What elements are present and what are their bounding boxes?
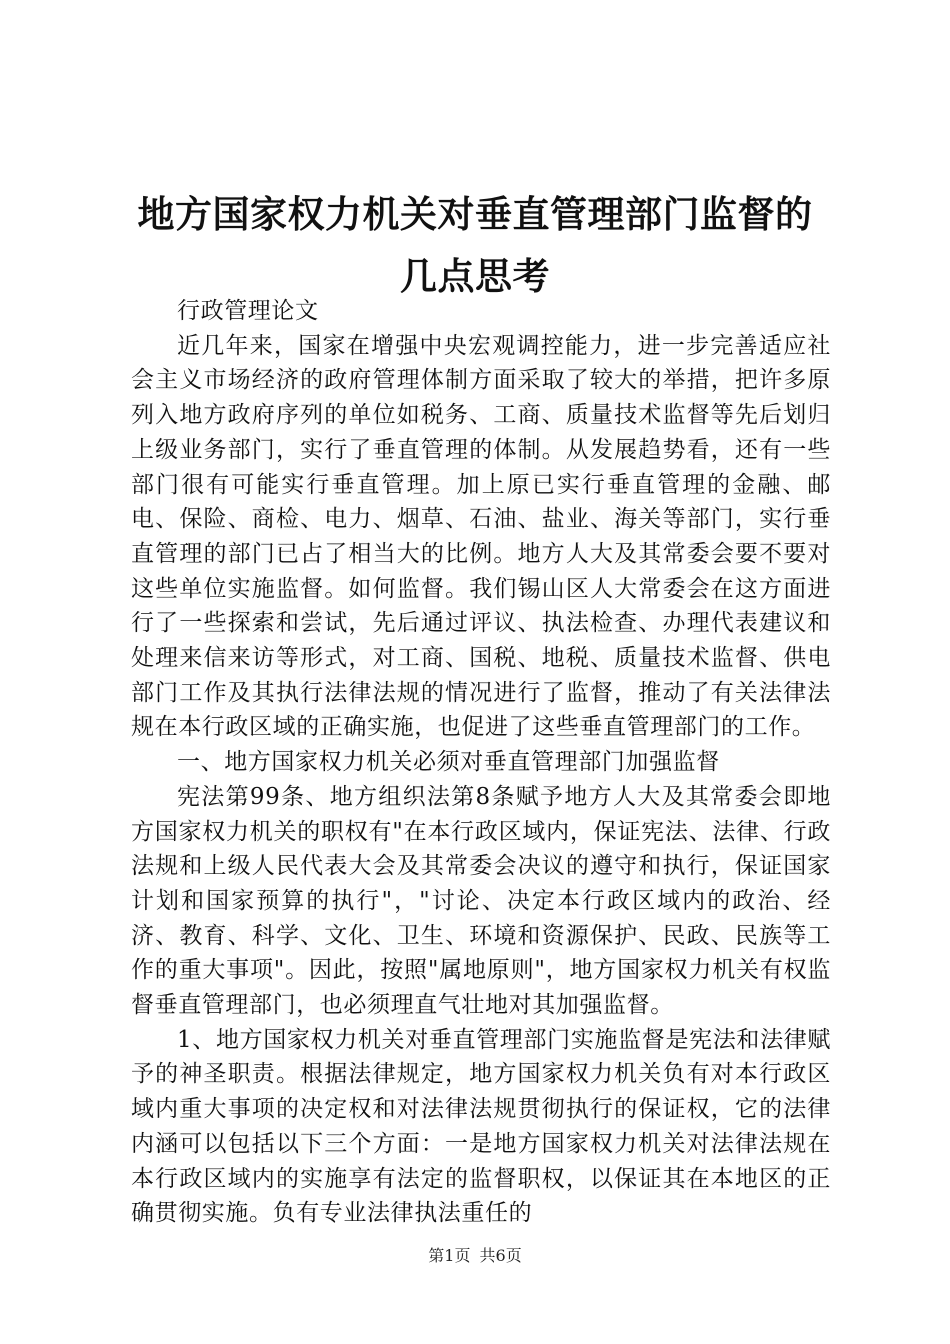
page-footer [0,1243,950,1266]
body-paragraph: 1、地方国家权力机关对垂直管理部门实施监督是宪法和法律赋予的神圣职责。根据法律规定，地方国家权力机关负有对本行政区域内重大事项的决定权和对法律法规贯彻执行的保证权，它的法律内涵可以包括以下三个方面：一是地方国家权力机关对法律法规在本行政区域内的实施享有法定的监督职权，以保证其在本地区的正确贯彻实施。负有专业法律执法重任的 [131,1026,831,1227]
document-title: 地方国家权力机关对垂直管理部门监督的几点思考 [137,193,813,298]
document-body [131,294,831,1231]
body-paragraph: 宪法第99条、地方组织法第8条赋予地方人大及其常委会即地方国家权力机关的职权有"在本行政区域内，保证宪法、法律、行政法规和上级人民代表大会及其常委会决议的遵守和执行，保证国家计划和国家预算的执行"，"讨论、决定本行政区域内的政治、经济、教育、科学、文化、卫生、环境和资源保护、民政、民族等工作的重大事项"。因此，按照"属地原则"，地方国家权力机关有权监督垂直管理部门，也必须理直气壮地对其加强监督。 [131,783,831,1019]
total-pages: 共6页 [479,1246,522,1265]
page-number: 第1页 [428,1246,471,1265]
category-label: 行政管理论文 [177,298,319,324]
body-paragraph: 近几年来，国家在增强中央宏观调控能力，进一步完善适应社会主义市场经济的政府管理体制方面采取了较大的举措，把许多原列入地方政府序列的单位如税务、工商、质量技术监督等先后划归上级业务部门，实行了垂直管理的体制。从发展趋势看，还有一些部门很有可能实行垂直管理。加上原已实行垂直管理的金融、邮电、保险、商检、电力、烟草、石油、盐业、海关等部门，实行垂直管理的部门已占了相当大的比例。地方人大及其常委会要不要对这些单位实施监督。如何监督。我们锡山区人大常委会在这方面进行了一些探索和尝试，先后通过评议、执法检查、办理代表建议和处理来信来访等形式，对工商、国税、地税、质量技术监督、供电部门工作及其执行法律法规的情况进行了监督，推动了有关法律法规在本行政区域的正确实施，也促进了这些垂直管理部门的工作。 [131,332,831,741]
section-heading: 一、地方国家权力机关必须对垂直管理部门加强监督 [177,749,720,776]
